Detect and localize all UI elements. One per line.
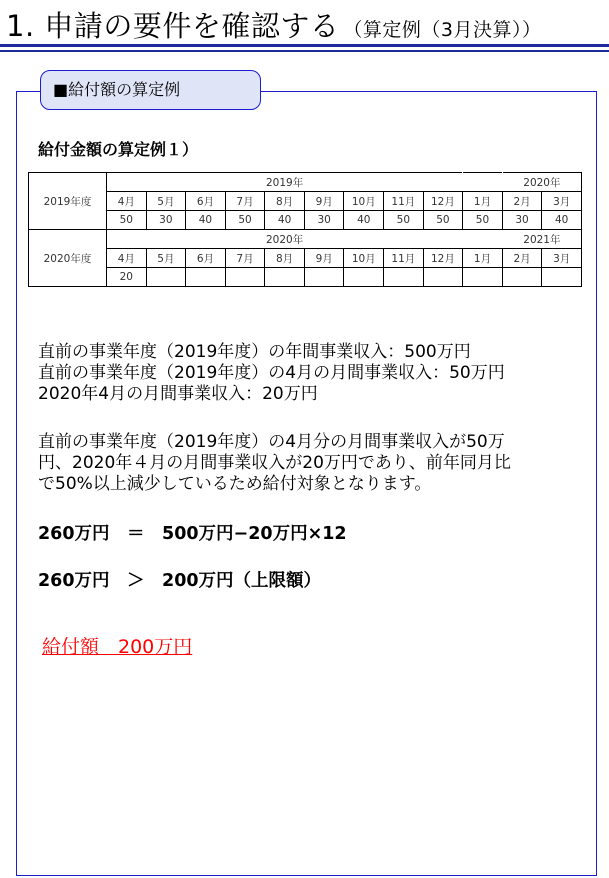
calendar-year-spacer (463, 173, 503, 192)
revenue-cell: 30 (304, 211, 344, 230)
explanation-line-1: 直前の事業年度（2019年度）の4月分の月間事業収入が50万 (38, 432, 505, 452)
example-heading: 給付金額の算定例１） (38, 140, 199, 159)
month-cell: 10月 (344, 249, 384, 268)
formula-comparison: 260万円 ＞ 200万円（上限額） (38, 571, 322, 591)
month-cell: 2月 (502, 249, 542, 268)
month-cell: 7月 (225, 249, 265, 268)
fiscal-year-label: 2019年度 (29, 173, 107, 230)
month-cell: 12月 (423, 192, 463, 211)
table-row (29, 173, 582, 192)
table-row (29, 211, 582, 230)
calendar-year-label: 2020年 (107, 230, 463, 249)
month-cell: 4月 (107, 249, 147, 268)
month-cell: 8月 (265, 192, 305, 211)
revenue-cell: 40 (542, 211, 582, 230)
revenue-cell: 50 (463, 211, 503, 230)
benefit-result: 給付額 200万円 (42, 636, 193, 658)
revenue-cell (344, 268, 384, 287)
month-cell: 8月 (265, 249, 305, 268)
month-cell: 3月 (542, 249, 582, 268)
month-cell: 6月 (186, 192, 226, 211)
revenue-cell: 50 (384, 211, 424, 230)
month-cell: 1月 (463, 249, 503, 268)
page-title-main: 1. 申請の要件を確認する (6, 9, 340, 43)
month-cell: 5月 (146, 192, 186, 211)
month-cell: 5月 (146, 249, 186, 268)
fiscal-year-label: 2020年度 (29, 230, 107, 287)
revenue-cell: 20 (107, 268, 147, 287)
revenue-cell (304, 268, 344, 287)
page-title (6, 4, 541, 45)
calendar-year-label: 2020年 (502, 173, 581, 192)
table-row (29, 230, 582, 249)
table-row (29, 249, 582, 268)
revenue-cell (502, 268, 542, 287)
month-cell: 2月 (502, 192, 542, 211)
revenue-cell (146, 268, 186, 287)
revenue-cell (186, 268, 226, 287)
revenue-cell (384, 268, 424, 287)
revenue-cell (542, 268, 582, 287)
revenue-cell: 40 (344, 211, 384, 230)
section-tag: ■給付額の算定例 (40, 70, 261, 110)
table-row (29, 192, 582, 211)
revenue-cell: 50 (107, 211, 147, 230)
month-cell: 11月 (384, 192, 424, 211)
explanation-line-3: で50%以上減少しているため給付対象となります。 (38, 474, 432, 494)
revenue-cell: 40 (265, 211, 305, 230)
month-cell: 9月 (304, 249, 344, 268)
month-cell: 12月 (423, 249, 463, 268)
revenue-cell (265, 268, 305, 287)
april-prior-revenue-line: 直前の事業年度（2019年度）の4月の月間事業収入：50万円 (38, 363, 505, 383)
revenue-table (28, 172, 582, 287)
revenue-cell: 30 (146, 211, 186, 230)
month-cell: 9月 (304, 192, 344, 211)
page-title-subtitle: （算定例（3月決算）） (343, 19, 542, 41)
explanation-line-2: 円、2020年４月の月間事業収入が20万円であり、前年同月比 (38, 453, 511, 473)
month-cell: 6月 (186, 249, 226, 268)
month-cell: 11月 (384, 249, 424, 268)
revenue-cell: 40 (186, 211, 226, 230)
month-cell: 1月 (463, 192, 503, 211)
annual-revenue-line: 直前の事業年度（2019年度）の年間事業収入：500万円 (38, 342, 471, 362)
april-current-revenue-line: 2020年4月の月間事業収入：20万円 (38, 384, 318, 404)
revenue-cell (423, 268, 463, 287)
month-cell: 4月 (107, 192, 147, 211)
calendar-year-spacer (463, 230, 503, 249)
month-cell: 10月 (344, 192, 384, 211)
month-cell: 7月 (225, 192, 265, 211)
revenue-cell: 30 (502, 211, 542, 230)
calendar-year-label: 2019年 (107, 173, 463, 192)
formula-calculation: 260万円 ＝ 500万円−20万円×12 (38, 524, 347, 544)
title-underline-bottom (0, 50, 609, 52)
table-row (29, 268, 582, 287)
revenue-cell (225, 268, 265, 287)
month-cell: 3月 (542, 192, 582, 211)
revenue-cell: 50 (423, 211, 463, 230)
revenue-cell: 50 (225, 211, 265, 230)
revenue-cell (463, 268, 503, 287)
title-underline-top (0, 44, 609, 47)
calendar-year-label: 2021年 (502, 230, 581, 249)
